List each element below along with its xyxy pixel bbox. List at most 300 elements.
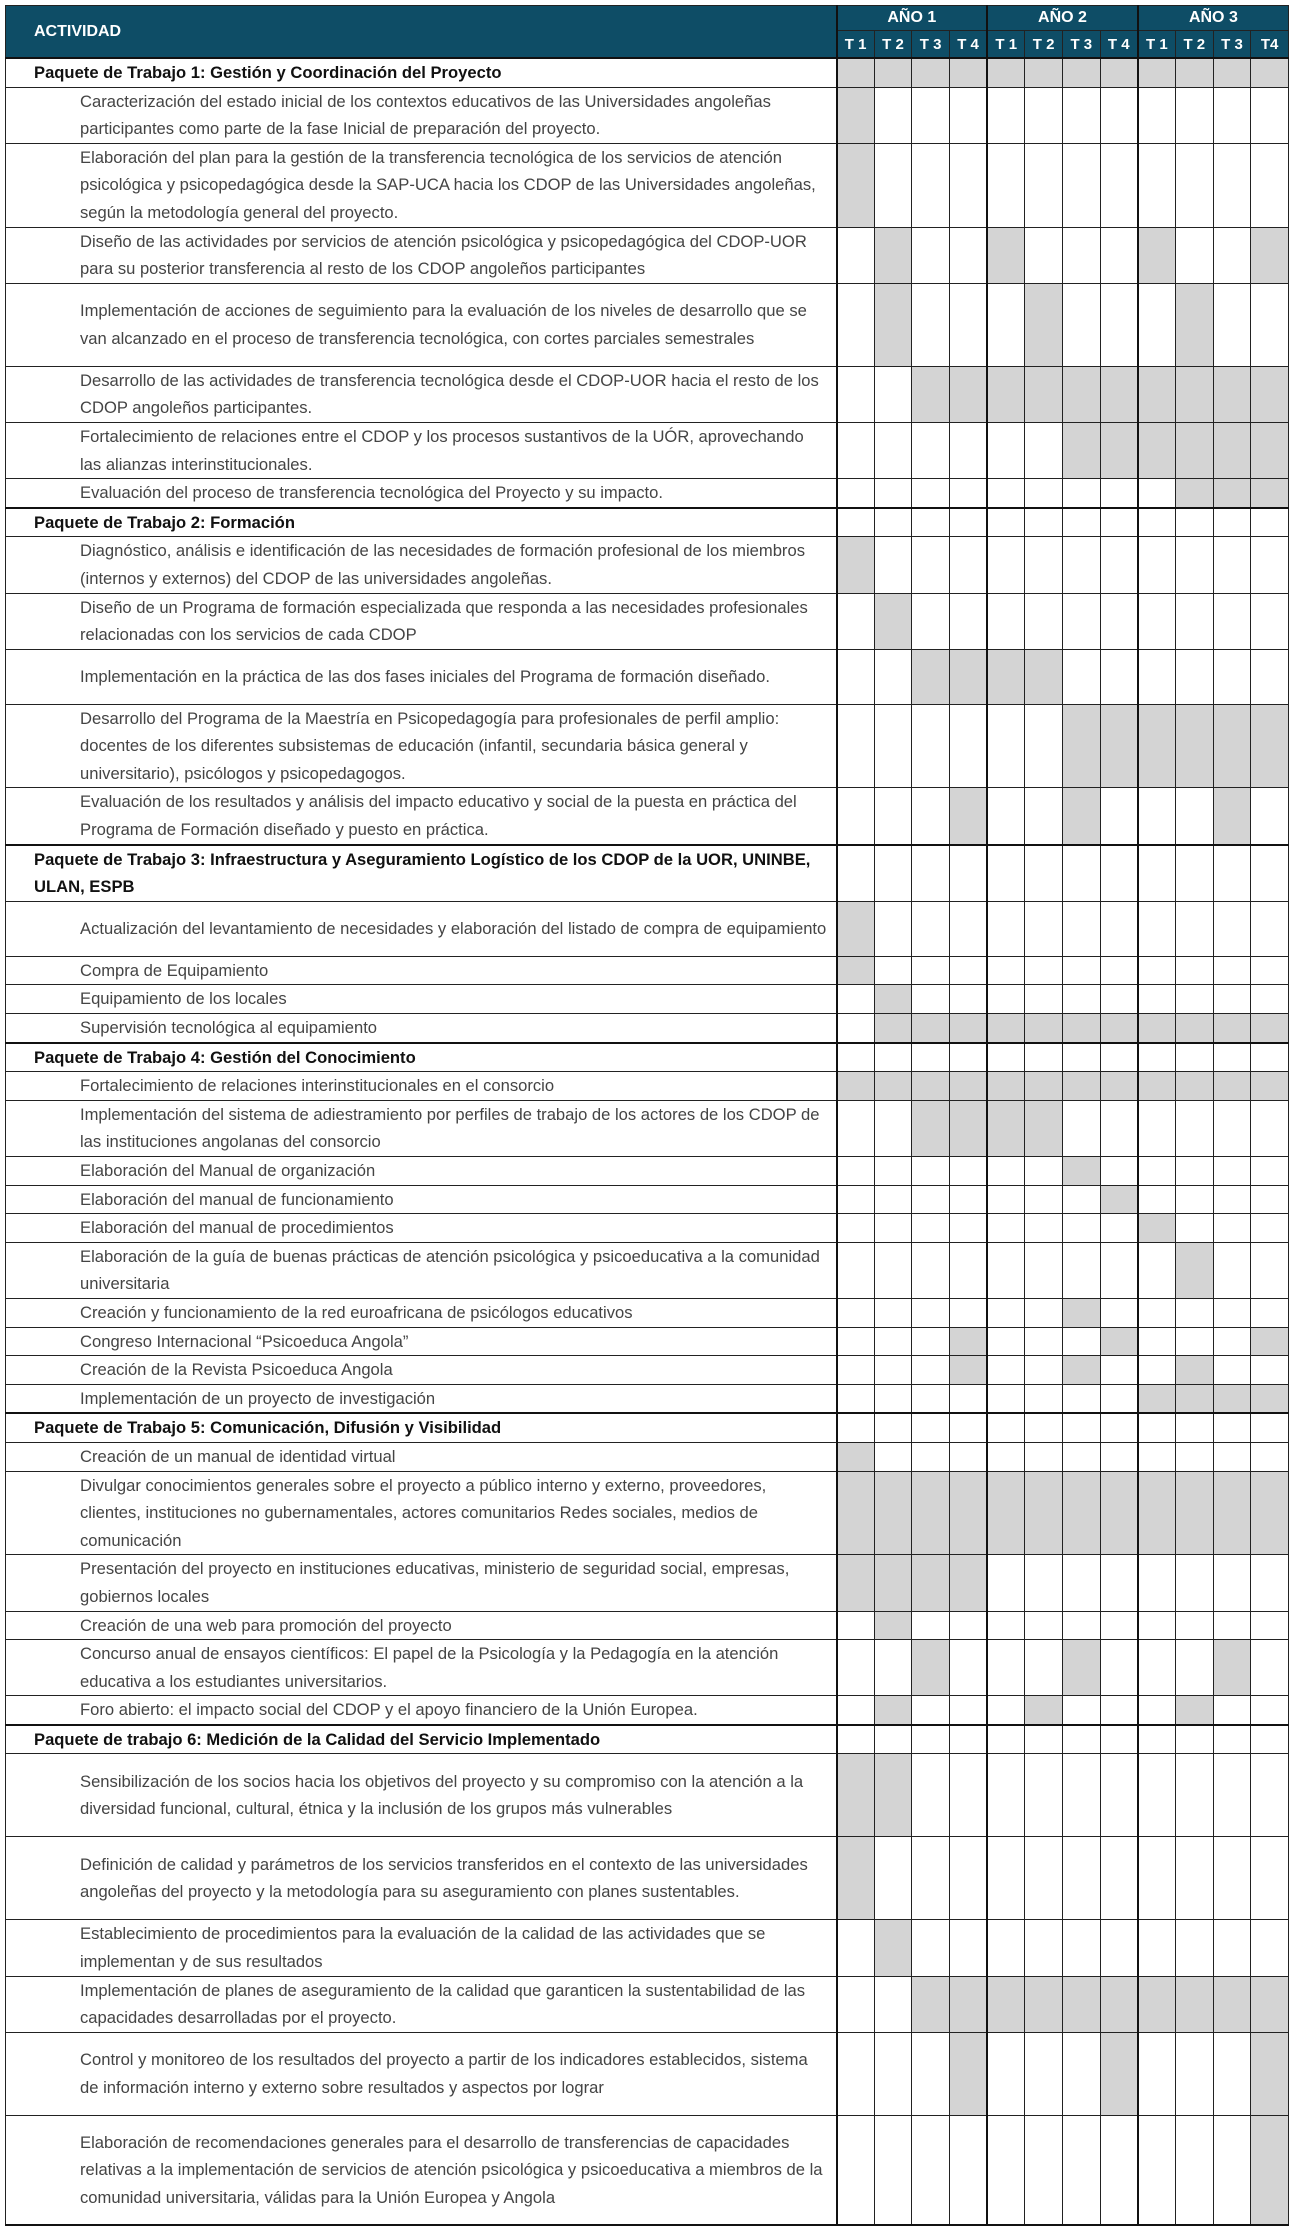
year-header: AÑO 2 xyxy=(987,6,1138,31)
schedule-cell xyxy=(1062,1185,1100,1214)
schedule-cell-active xyxy=(1251,58,1289,87)
schedule-cell xyxy=(987,283,1025,366)
schedule-cell-active xyxy=(1025,1471,1063,1555)
schedule-cell xyxy=(1100,1214,1138,1243)
schedule-cell xyxy=(1251,901,1289,956)
schedule-cell-active xyxy=(1138,58,1176,87)
schedule-cell xyxy=(987,1157,1025,1186)
schedule-cell xyxy=(874,1327,912,1356)
schedule-cell xyxy=(912,1214,950,1243)
schedule-cell xyxy=(912,985,950,1014)
schedule-cell-active xyxy=(837,1555,875,1611)
schedule-cell xyxy=(1138,845,1176,902)
schedule-cell-active xyxy=(949,58,987,87)
schedule-cell-active xyxy=(1025,1696,1063,1725)
schedule-cell xyxy=(912,537,950,593)
schedule-cell xyxy=(1213,1920,1251,1976)
schedule-cell xyxy=(1100,1837,1138,1920)
schedule-cell xyxy=(1251,1298,1289,1327)
schedule-cell xyxy=(1100,1555,1138,1611)
schedule-cell xyxy=(1025,985,1063,1014)
schedule-cell xyxy=(949,1384,987,1413)
schedule-cell xyxy=(1025,788,1063,845)
schedule-cell xyxy=(1025,1157,1063,1186)
schedule-cell xyxy=(1213,227,1251,283)
schedule-cell xyxy=(1025,1356,1063,1385)
schedule-cell xyxy=(874,1442,912,1471)
schedule-cell xyxy=(1100,956,1138,985)
schedule-cell xyxy=(837,2115,875,2225)
schedule-cell xyxy=(987,1356,1025,1385)
schedule-cell-active xyxy=(987,1976,1025,2032)
activity-label: Elaboración del Manual de organización xyxy=(6,1157,837,1186)
schedule-cell-active xyxy=(837,1442,875,1471)
schedule-cell xyxy=(987,1611,1025,1640)
schedule-cell xyxy=(1251,1356,1289,1385)
schedule-cell-active xyxy=(1025,1976,1063,2032)
activity-label: Creación de un manual de identidad virtual xyxy=(6,1442,837,1471)
activity-row xyxy=(6,1185,1289,1214)
schedule-cell xyxy=(987,1640,1025,1696)
schedule-cell xyxy=(1062,227,1100,283)
work-package-title: Paquete de Trabajo 3: Infraestructura y Aseguramiento Logístico de los CDOP de la UOR, UNINBE, ULAN, ESPB xyxy=(6,845,837,902)
schedule-cell xyxy=(1062,87,1100,143)
schedule-cell xyxy=(987,87,1025,143)
activity-row xyxy=(6,1014,1289,1043)
schedule-cell xyxy=(949,1214,987,1243)
schedule-cell xyxy=(1025,1242,1063,1298)
schedule-cell-active xyxy=(912,1014,950,1043)
schedule-cell-active xyxy=(1100,1327,1138,1356)
schedule-cell xyxy=(1025,1725,1063,1754)
schedule-cell xyxy=(1062,1242,1100,1298)
schedule-cell xyxy=(987,143,1025,227)
schedule-cell xyxy=(949,227,987,283)
schedule-cell xyxy=(912,2115,950,2225)
schedule-cell xyxy=(1138,1725,1176,1754)
quarter-header: T 2 xyxy=(1025,31,1063,59)
schedule-cell xyxy=(1025,87,1063,143)
schedule-cell-active xyxy=(949,1327,987,1356)
schedule-cell xyxy=(874,366,912,422)
schedule-cell xyxy=(874,788,912,845)
schedule-cell xyxy=(1175,1754,1213,1837)
schedule-cell-active xyxy=(1175,1976,1213,2032)
schedule-cell xyxy=(987,1920,1025,1976)
schedule-cell xyxy=(1025,1298,1063,1327)
schedule-cell-active xyxy=(987,649,1025,704)
schedule-cell xyxy=(1175,1555,1213,1611)
activity-row xyxy=(6,1555,1289,1611)
schedule-cell xyxy=(1175,87,1213,143)
activity-row xyxy=(6,1442,1289,1471)
schedule-cell xyxy=(1100,479,1138,508)
schedule-cell xyxy=(837,1043,875,1072)
schedule-cell xyxy=(1175,227,1213,283)
quarter-header: T 3 xyxy=(912,31,950,59)
schedule-cell xyxy=(912,508,950,537)
schedule-cell xyxy=(1025,593,1063,649)
schedule-cell xyxy=(1251,508,1289,537)
quarter-header: T 3 xyxy=(1062,31,1100,59)
schedule-cell xyxy=(1213,1555,1251,1611)
schedule-cell xyxy=(1138,1327,1176,1356)
schedule-cell xyxy=(837,985,875,1014)
work-package-row xyxy=(6,1043,1289,1072)
schedule-cell-active xyxy=(1138,1214,1176,1243)
schedule-cell xyxy=(1175,788,1213,845)
schedule-cell-active xyxy=(987,1100,1025,1156)
schedule-cell xyxy=(1100,87,1138,143)
schedule-cell xyxy=(912,901,950,956)
schedule-cell xyxy=(1062,1555,1100,1611)
schedule-cell xyxy=(987,901,1025,956)
schedule-cell xyxy=(949,1725,987,1754)
schedule-cell xyxy=(949,143,987,227)
activity-row xyxy=(6,2032,1289,2115)
schedule-cell xyxy=(949,537,987,593)
schedule-cell-active xyxy=(1062,1157,1100,1186)
activity-label: Compra de Equipamiento xyxy=(6,956,837,985)
schedule-cell xyxy=(1100,1242,1138,1298)
schedule-cell xyxy=(949,1185,987,1214)
schedule-cell xyxy=(1062,143,1100,227)
schedule-cell xyxy=(1138,508,1176,537)
schedule-cell-active xyxy=(837,1072,875,1101)
schedule-cell xyxy=(1062,508,1100,537)
schedule-cell xyxy=(1213,1696,1251,1725)
schedule-cell xyxy=(1251,1043,1289,1072)
schedule-cell-active xyxy=(1251,1976,1289,2032)
schedule-cell xyxy=(1138,143,1176,227)
schedule-cell xyxy=(912,227,950,283)
schedule-cell xyxy=(1025,1442,1063,1471)
gantt-table xyxy=(5,5,1289,2226)
schedule-cell xyxy=(1062,1837,1100,1920)
schedule-cell-active xyxy=(1251,479,1289,508)
schedule-cell xyxy=(987,2032,1025,2115)
schedule-cell xyxy=(1175,508,1213,537)
schedule-cell xyxy=(837,1327,875,1356)
schedule-cell xyxy=(1213,1356,1251,1385)
activity-row xyxy=(6,1696,1289,1725)
schedule-cell xyxy=(837,227,875,283)
schedule-cell xyxy=(874,1214,912,1243)
schedule-cell-active xyxy=(1100,1072,1138,1101)
schedule-cell-active xyxy=(1213,1640,1251,1696)
schedule-cell xyxy=(912,479,950,508)
schedule-cell xyxy=(1062,845,1100,902)
schedule-cell xyxy=(1138,956,1176,985)
schedule-cell xyxy=(837,704,875,788)
schedule-cell xyxy=(1100,508,1138,537)
schedule-cell xyxy=(912,1837,950,1920)
schedule-cell xyxy=(1251,1242,1289,1298)
schedule-cell xyxy=(1100,1356,1138,1385)
quarter-header: T 2 xyxy=(1175,31,1213,59)
schedule-cell xyxy=(874,87,912,143)
schedule-cell xyxy=(912,845,950,902)
schedule-cell-active xyxy=(912,649,950,704)
schedule-cell xyxy=(1062,1100,1100,1156)
schedule-cell xyxy=(1175,1214,1213,1243)
activity-row xyxy=(6,593,1289,649)
schedule-cell xyxy=(1100,1611,1138,1640)
schedule-cell xyxy=(1175,1157,1213,1186)
schedule-cell xyxy=(1138,537,1176,593)
activity-label: Diseño de las actividades por servicios de atención psicológica y psicopedagógica del CDOP-UOR para su posterior transferencia al resto de los CDOP angoleños participantes xyxy=(6,227,837,283)
schedule-cell xyxy=(949,593,987,649)
schedule-cell xyxy=(837,1920,875,1976)
activity-label: Creación de una web para promoción del proyecto xyxy=(6,1611,837,1640)
schedule-cell xyxy=(949,1242,987,1298)
schedule-cell xyxy=(912,704,950,788)
schedule-cell xyxy=(837,1185,875,1214)
activity-label: Implementación de acciones de seguimiento para la evaluación de los niveles de desarrollo que se van alcanzado en el proceso de transferencia tecnológica, con cortes parciales semestrales xyxy=(6,283,837,366)
schedule-cell-active xyxy=(912,1072,950,1101)
activity-label: Elaboración del manual de procedimientos xyxy=(6,1214,837,1243)
schedule-cell xyxy=(987,1242,1025,1298)
schedule-cell xyxy=(1025,1214,1063,1243)
schedule-cell xyxy=(1062,2115,1100,2225)
schedule-cell-active xyxy=(1100,1014,1138,1043)
schedule-cell-active xyxy=(912,1100,950,1156)
schedule-cell xyxy=(912,1696,950,1725)
schedule-cell xyxy=(1062,479,1100,508)
schedule-cell xyxy=(1175,1043,1213,1072)
activity-row xyxy=(6,1100,1289,1156)
schedule-cell xyxy=(837,479,875,508)
schedule-cell xyxy=(1062,1043,1100,1072)
activity-label: Desarrollo del Programa de la Maestría en Psicopedagogía para profesionales de perfil amplio: docentes de los diferentes subsistemas de educación (infantil, secundaria básica general y universitario), psicólogos y psicopedagogos. xyxy=(6,704,837,788)
schedule-cell-active xyxy=(1213,1471,1251,1555)
schedule-cell-active xyxy=(1175,704,1213,788)
schedule-cell xyxy=(1100,649,1138,704)
activity-label: Elaboración del plan para la gestión de la transferencia tecnológica de los servicios de atención psicológica y psicopedagógica desde la SAP-UCA hacia los CDOP de las Universidades angoleñas, según la metodología general del proyecto. xyxy=(6,143,837,227)
activity-row xyxy=(6,1754,1289,1837)
schedule-cell xyxy=(1062,1754,1100,1837)
activity-column-header: ACTIVIDAD xyxy=(6,6,837,59)
schedule-cell xyxy=(874,143,912,227)
schedule-cell xyxy=(1175,1920,1213,1976)
schedule-cell-active xyxy=(1100,1185,1138,1214)
schedule-cell xyxy=(1138,1356,1176,1385)
schedule-cell xyxy=(1100,227,1138,283)
activity-row xyxy=(6,1384,1289,1413)
activity-label: Foro abierto: el impacto social del CDOP y el apoyo financiero de la Unión Europea. xyxy=(6,1696,837,1725)
schedule-cell xyxy=(1251,1157,1289,1186)
schedule-cell xyxy=(987,508,1025,537)
schedule-cell xyxy=(1062,593,1100,649)
schedule-cell xyxy=(837,1014,875,1043)
schedule-cell xyxy=(1138,1640,1176,1696)
schedule-cell xyxy=(1213,985,1251,1014)
activity-row xyxy=(6,143,1289,227)
schedule-cell xyxy=(949,1298,987,1327)
activity-row xyxy=(6,985,1289,1014)
schedule-cell xyxy=(1138,901,1176,956)
schedule-cell-active xyxy=(1062,788,1100,845)
activity-row xyxy=(6,1298,1289,1327)
activity-label: Presentación del proyecto en instituciones educativas, ministerio de seguridad social, empresas, gobiernos locales xyxy=(6,1555,837,1611)
schedule-cell xyxy=(874,704,912,788)
schedule-cell-active xyxy=(1213,479,1251,508)
schedule-cell xyxy=(1251,985,1289,1014)
schedule-cell-active xyxy=(874,58,912,87)
schedule-cell xyxy=(949,956,987,985)
schedule-cell xyxy=(912,1384,950,1413)
schedule-cell-active xyxy=(1175,1072,1213,1101)
schedule-cell-active xyxy=(1251,2115,1289,2225)
schedule-cell-active xyxy=(1251,1384,1289,1413)
schedule-cell xyxy=(1175,2115,1213,2225)
activity-row xyxy=(6,1471,1289,1555)
activity-row xyxy=(6,901,1289,956)
schedule-cell xyxy=(1251,845,1289,902)
activity-row xyxy=(6,227,1289,283)
activity-label: Creación de la Revista Psicoeduca Angola xyxy=(6,1356,837,1385)
schedule-cell xyxy=(1251,1100,1289,1156)
schedule-cell xyxy=(949,508,987,537)
schedule-cell xyxy=(987,479,1025,508)
schedule-cell xyxy=(987,1298,1025,1327)
schedule-cell xyxy=(1100,593,1138,649)
schedule-cell xyxy=(912,1442,950,1471)
schedule-cell xyxy=(1251,788,1289,845)
schedule-cell xyxy=(987,1696,1025,1725)
schedule-cell xyxy=(1175,1100,1213,1156)
schedule-cell-active xyxy=(1251,704,1289,788)
schedule-cell xyxy=(1062,901,1100,956)
schedule-cell-active xyxy=(1025,366,1063,422)
schedule-cell xyxy=(1062,537,1100,593)
schedule-cell xyxy=(1062,1725,1100,1754)
schedule-cell xyxy=(1213,1725,1251,1754)
schedule-cell xyxy=(1175,1837,1213,1920)
schedule-cell-active xyxy=(1175,1242,1213,1298)
schedule-cell xyxy=(1138,649,1176,704)
schedule-cell xyxy=(837,1356,875,1385)
schedule-cell xyxy=(1251,1920,1289,1976)
activity-label: Actualización del levantamiento de necesidades y elaboración del listado de compra de equipamiento xyxy=(6,901,837,956)
schedule-cell-active xyxy=(1062,1640,1100,1696)
schedule-cell-active xyxy=(912,1471,950,1555)
schedule-cell xyxy=(837,283,875,366)
schedule-cell-active xyxy=(1100,1471,1138,1555)
schedule-cell xyxy=(912,1356,950,1385)
quarter-header: T 4 xyxy=(1100,31,1138,59)
schedule-cell xyxy=(1213,1214,1251,1243)
schedule-cell-active xyxy=(874,1754,912,1837)
schedule-cell xyxy=(874,1298,912,1327)
activity-row xyxy=(6,1356,1289,1385)
quarter-header: T 1 xyxy=(987,31,1025,59)
schedule-cell xyxy=(1062,1327,1100,1356)
schedule-cell xyxy=(1025,901,1063,956)
schedule-cell-active xyxy=(1213,366,1251,422)
schedule-cell xyxy=(1175,1442,1213,1471)
activity-row xyxy=(6,1072,1289,1101)
activity-row xyxy=(6,1976,1289,2032)
schedule-cell xyxy=(874,845,912,902)
activity-label: Evaluación del proceso de transferencia tecnológica del Proyecto y su impacto. xyxy=(6,479,837,508)
schedule-cell-active xyxy=(987,227,1025,283)
schedule-cell xyxy=(837,1976,875,2032)
schedule-cell-active xyxy=(1062,1471,1100,1555)
schedule-cell xyxy=(1025,1640,1063,1696)
schedule-cell xyxy=(1025,845,1063,902)
schedule-cell xyxy=(1251,1555,1289,1611)
schedule-cell xyxy=(1213,1157,1251,1186)
schedule-cell-active xyxy=(837,58,875,87)
activity-row xyxy=(6,2115,1289,2225)
schedule-cell xyxy=(949,479,987,508)
schedule-cell xyxy=(837,1214,875,1243)
schedule-cell xyxy=(1100,1725,1138,1754)
schedule-cell xyxy=(912,1185,950,1214)
activity-label: Diseño de un Programa de formación especializada que responda a las necesidades profesionales relacionadas con los servicios de cada CDOP xyxy=(6,593,837,649)
schedule-cell-active xyxy=(1025,58,1063,87)
activity-label: Desarrollo de las actividades de transferencia tecnológica desde el CDOP-UOR hacia el resto de los CDOP angoleños participantes. xyxy=(6,366,837,422)
schedule-cell xyxy=(1175,593,1213,649)
schedule-cell xyxy=(1025,422,1063,478)
schedule-cell xyxy=(987,1442,1025,1471)
schedule-cell-active xyxy=(1251,1471,1289,1555)
schedule-cell xyxy=(949,1754,987,1837)
schedule-cell xyxy=(987,1327,1025,1356)
schedule-cell xyxy=(949,1413,987,1442)
schedule-cell xyxy=(1251,649,1289,704)
activity-label: Concurso anual de ensayos científicos: El papel de la Psicología y la Pedagogía en la atención educativa a los estudiantes universitarios. xyxy=(6,1640,837,1696)
quarter-header: T 1 xyxy=(1138,31,1176,59)
activity-label: Definición de calidad y parámetros de los servicios transferidos en el contexto de las universidades angoleñas del proyecto y la metodología para su aseguramiento con planes sustentables. xyxy=(6,1837,837,1920)
schedule-cell xyxy=(874,1725,912,1754)
schedule-cell xyxy=(1175,537,1213,593)
schedule-cell xyxy=(1138,2115,1176,2225)
schedule-cell xyxy=(949,1442,987,1471)
schedule-cell xyxy=(1251,143,1289,227)
schedule-cell xyxy=(1100,788,1138,845)
schedule-cell xyxy=(1213,1298,1251,1327)
activity-row xyxy=(6,422,1289,478)
schedule-cell xyxy=(874,1185,912,1214)
schedule-cell xyxy=(1025,1611,1063,1640)
gantt-header xyxy=(6,6,1289,59)
schedule-cell xyxy=(837,1696,875,1725)
schedule-cell-active xyxy=(874,593,912,649)
schedule-cell xyxy=(1251,593,1289,649)
schedule-cell xyxy=(1251,1754,1289,1837)
schedule-cell-active xyxy=(912,366,950,422)
activity-label: Elaboración del manual de funcionamiento xyxy=(6,1185,837,1214)
schedule-cell xyxy=(1213,1413,1251,1442)
schedule-cell-active xyxy=(1025,649,1063,704)
schedule-cell xyxy=(1138,1920,1176,1976)
schedule-cell xyxy=(837,845,875,902)
schedule-cell-active xyxy=(1175,1384,1213,1413)
schedule-cell xyxy=(1025,143,1063,227)
activity-label: Fortalecimiento de relaciones entre el CDOP y los procesos sustantivos de la UÓR, aprovechando las alianzas interinstitucionales. xyxy=(6,422,837,478)
schedule-cell xyxy=(1138,1413,1176,1442)
quarter-header: T 3 xyxy=(1213,31,1251,59)
activity-row xyxy=(6,1640,1289,1696)
schedule-cell xyxy=(837,1413,875,1442)
schedule-cell xyxy=(1100,1920,1138,1976)
schedule-cell xyxy=(874,1356,912,1385)
schedule-cell xyxy=(1175,143,1213,227)
schedule-cell-active xyxy=(1025,283,1063,366)
work-package-row xyxy=(6,508,1289,537)
